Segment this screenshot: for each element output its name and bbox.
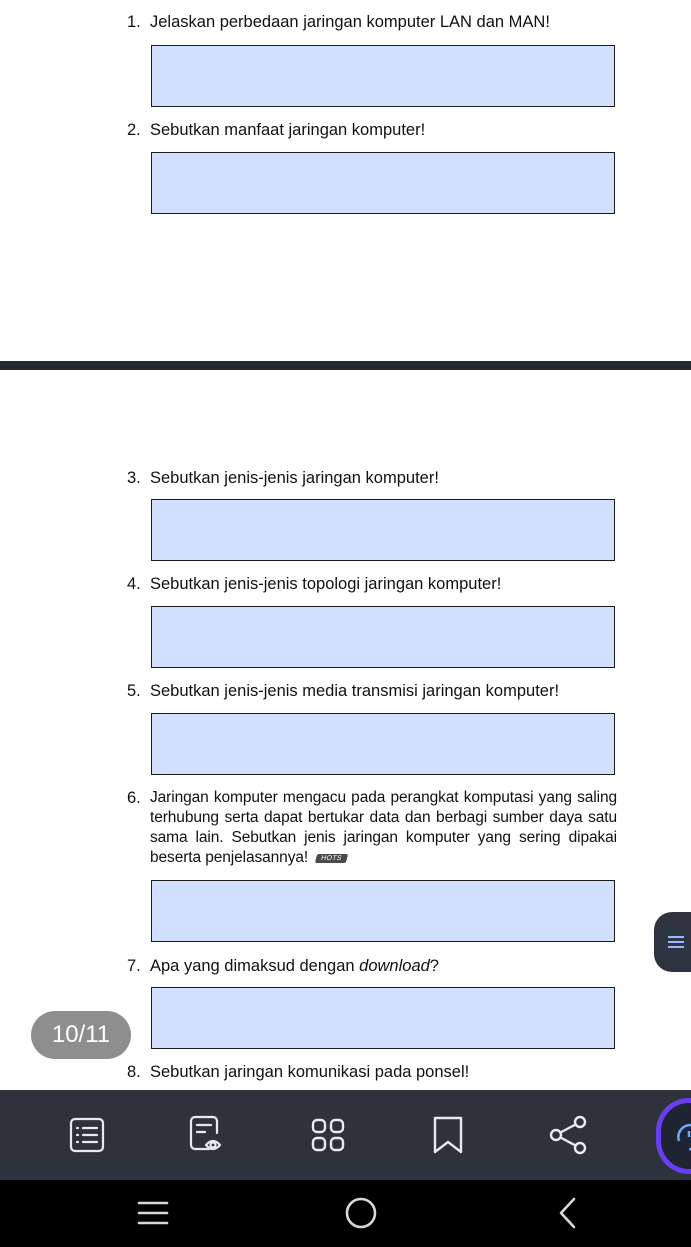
- question-4-text: Sebutkan jenis-jenis topologi jaringan komputer!: [150, 575, 502, 593]
- answer-field-2[interactable]: [151, 152, 615, 214]
- question-5-text: Sebutkan jenis-jenis media transmisi jaringan komputer!: [150, 682, 560, 700]
- hots-badge: HOTS: [315, 854, 348, 863]
- question-8-text: Sebutkan jaringan komunikasi pada ponsel!: [150, 1063, 470, 1081]
- answer-field-5[interactable]: [151, 713, 615, 775]
- share-button[interactable]: [543, 1110, 593, 1160]
- assistant-icon: [661, 1103, 691, 1169]
- question-5-number: 5.: [127, 682, 141, 700]
- question-6-text: [150, 788, 617, 868]
- question-7-text-italic: download: [359, 957, 430, 975]
- bookmark-button[interactable]: [423, 1110, 473, 1160]
- menu-lines-icon: [668, 936, 684, 938]
- back-button[interactable]: [543, 1190, 593, 1236]
- thumbnails-button[interactable]: [303, 1110, 353, 1160]
- page-counter: 10/11: [31, 1011, 131, 1059]
- table-of-contents-button[interactable]: [62, 1110, 112, 1160]
- menu-line: [668, 941, 684, 943]
- question-7-text-before: Apa yang dimaksud dengan: [150, 957, 360, 975]
- menu-line: [668, 946, 684, 948]
- question-2-text: Sebutkan manfaat jaringan komputer!: [150, 121, 426, 139]
- question-6-body: Jaringan komputer mengacu pada perangkat komputasi yang saling terhubung serta dapat bertukar data dan berbagi sumber daya satu sama lain. Sebutkan jenis jaringan komputer yang sering dipakai beserta penjelasannya!: [150, 789, 617, 866]
- answer-field-6[interactable]: [151, 880, 615, 942]
- assistant-button[interactable]: [656, 1098, 691, 1174]
- answer-field-7[interactable]: [151, 987, 615, 1049]
- question-1-number: 1.: [127, 13, 141, 31]
- back-icon: [555, 1196, 581, 1230]
- recent-apps-icon: [136, 1200, 170, 1226]
- question-7-text-after: ?: [429, 957, 439, 975]
- read-mode-icon: [187, 1115, 227, 1155]
- answer-field-4[interactable]: [151, 606, 615, 668]
- question-1-text: Jelaskan perbedaan jaringan komputer LAN dan MAN!: [150, 13, 550, 31]
- home-button[interactable]: [336, 1190, 386, 1236]
- recent-apps-button[interactable]: [128, 1190, 178, 1236]
- share-icon: [548, 1115, 588, 1155]
- question-4-number: 4.: [127, 575, 141, 593]
- page-divider: [0, 361, 691, 370]
- question-6-number: 6.: [127, 789, 141, 807]
- side-menu-handle[interactable]: [654, 912, 691, 972]
- question-8-number: 8.: [127, 1063, 141, 1081]
- question-7-number: 7.: [127, 957, 141, 975]
- home-icon: [343, 1195, 379, 1231]
- read-mode-button[interactable]: [182, 1110, 232, 1160]
- question-7-text: [150, 956, 617, 976]
- question-3-text: Sebutkan jenis-jenis jaringan komputer!: [150, 469, 439, 487]
- bookmark-icon: [431, 1116, 465, 1154]
- question-3-number: 3.: [127, 469, 141, 487]
- answer-field-3[interactable]: [151, 499, 615, 561]
- table-of-contents-icon: [69, 1117, 105, 1153]
- question-2-number: 2.: [127, 121, 141, 139]
- thumbnails-grid-icon: [310, 1117, 346, 1153]
- answer-field-1[interactable]: [151, 45, 615, 107]
